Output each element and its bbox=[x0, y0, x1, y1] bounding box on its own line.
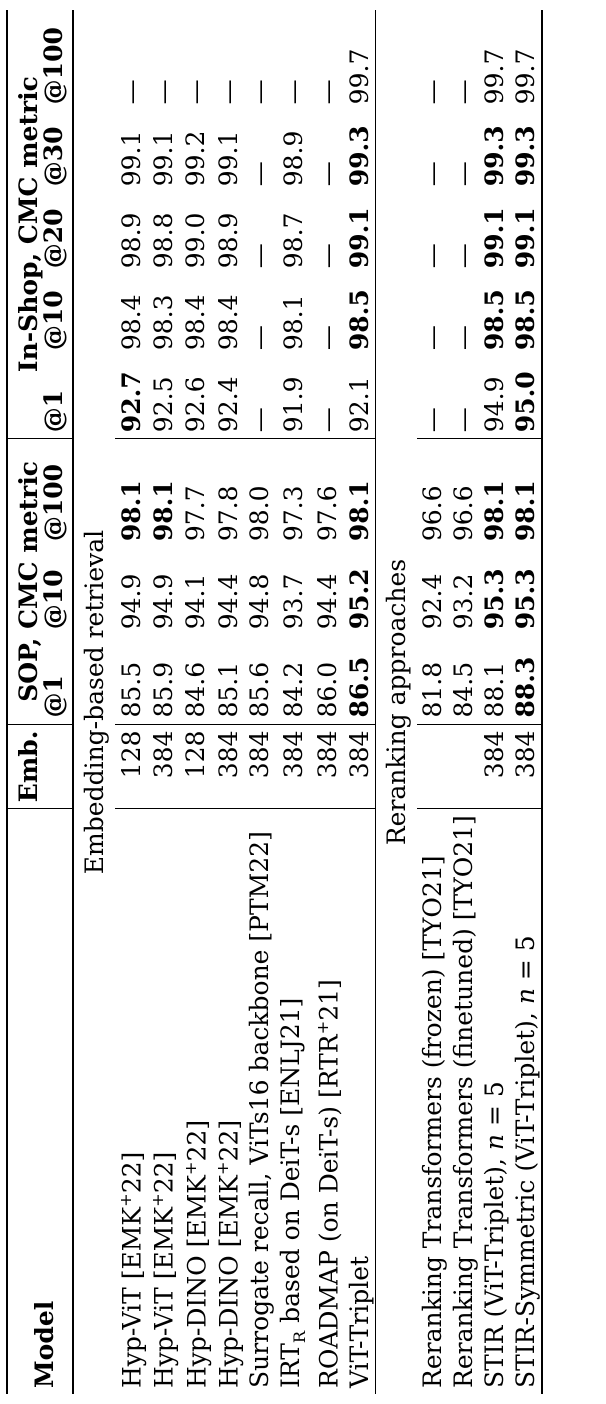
table-row bbox=[147, 10, 179, 1394]
cell-sop: 84.6 bbox=[181, 661, 211, 718]
cell-sop: 84.2 bbox=[278, 661, 308, 718]
cell-inshop: 98.5 bbox=[479, 289, 509, 351]
cell-inshop: 99.1 bbox=[510, 207, 540, 269]
results-table bbox=[6, 10, 543, 1394]
cell-inshop: — bbox=[417, 325, 447, 351]
cell-inshop: 99.3 bbox=[344, 125, 374, 187]
table-row bbox=[312, 10, 344, 1394]
cell-emb: 128 bbox=[115, 724, 147, 809]
cell-inshop: — bbox=[148, 79, 178, 105]
section-title: Reranking approaches bbox=[381, 558, 411, 846]
cell-inshop: 98.7 bbox=[278, 212, 308, 269]
header-sop-col: @10 bbox=[39, 569, 68, 630]
cell-emb: 384 bbox=[312, 724, 344, 809]
cell-inshop: 92.5 bbox=[148, 376, 178, 433]
cell-inshop: — bbox=[417, 407, 447, 433]
cell-sop: 88.3 bbox=[510, 656, 540, 718]
cell-model: Hyp-ViT [EMK+22] bbox=[115, 809, 147, 1394]
cell-model: Reranking Transformers (frozen) [TYO21] bbox=[417, 809, 448, 1394]
cell-sop: 94.4 bbox=[213, 573, 243, 630]
cell-inshop: — bbox=[313, 161, 343, 187]
cell-inshop: — bbox=[448, 243, 478, 269]
cell-inshop: — bbox=[313, 243, 343, 269]
cell-inshop: 99.7 bbox=[344, 48, 374, 105]
header-sop-group: SOP, CMC metric bbox=[7, 439, 41, 724]
cell-inshop: 99.7 bbox=[479, 48, 509, 105]
cell-sop: 94.8 bbox=[245, 573, 275, 630]
cell-model: Reranking Transformers (finetuned) [TYO21] bbox=[448, 809, 479, 1394]
cell-model: STIR-Symmetric (ViT-Triplet), n = 5 bbox=[510, 809, 542, 1394]
cell-sop: 86.0 bbox=[313, 661, 343, 718]
cell-inshop: 92.7 bbox=[116, 371, 146, 433]
cell-sop: 81.8 bbox=[417, 661, 447, 718]
section-title: Embedding-based retrieval bbox=[80, 529, 109, 875]
cell-inshop: 99.7 bbox=[510, 48, 540, 105]
header-inshop-col: @10 bbox=[39, 290, 68, 351]
section-header-row bbox=[375, 10, 417, 1394]
cell-model: Hyp-DINO [EMK+22] bbox=[212, 809, 244, 1394]
cell-emb: 128 bbox=[180, 724, 212, 809]
cell-inshop: 99.3 bbox=[510, 125, 540, 187]
cell-inshop: — bbox=[245, 407, 275, 433]
cell-sop: 97.8 bbox=[212, 439, 244, 547]
cell-inshop: — bbox=[448, 407, 478, 433]
cell-sop: 94.4 bbox=[313, 573, 343, 630]
table-row bbox=[275, 10, 311, 1394]
header-model: Model bbox=[7, 809, 73, 1394]
cell-sop: 86.5 bbox=[344, 656, 374, 718]
table-row bbox=[244, 10, 275, 1394]
cell-sop: 98.1 bbox=[344, 439, 376, 547]
cell-sop: 88.1 bbox=[479, 661, 509, 718]
cell-inshop: 94.9 bbox=[479, 376, 509, 433]
cell-model: Hyp-ViT [EMK+22] bbox=[147, 809, 179, 1394]
cell-sop: 95.2 bbox=[344, 568, 374, 630]
cell-inshop: — bbox=[181, 79, 211, 105]
cell-sop: 96.6 bbox=[417, 439, 448, 547]
cell-model: STIR (ViT-Triplet), n = 5 bbox=[479, 809, 510, 1394]
header-inshop-col: @100 bbox=[39, 27, 68, 105]
cell-sop: 94.9 bbox=[116, 573, 146, 630]
cell-inshop: — bbox=[417, 243, 447, 269]
cell-inshop: 98.5 bbox=[510, 289, 540, 351]
header-emb: Emb. bbox=[7, 724, 41, 809]
cell-inshop: 99.1 bbox=[148, 130, 178, 187]
cell-sop: 94.9 bbox=[148, 573, 178, 630]
cell-inshop: 98.9 bbox=[213, 212, 243, 269]
header-emb-blank bbox=[41, 724, 73, 809]
cell-sop: 98.1 bbox=[115, 439, 147, 547]
cell-inshop: — bbox=[417, 161, 447, 187]
cell-sop: 96.6 bbox=[448, 439, 479, 547]
cell-sop: 95.3 bbox=[479, 568, 509, 630]
section-header-row bbox=[73, 10, 115, 1394]
cell-inshop: 92.6 bbox=[181, 376, 211, 433]
cell-model: Surrogate recall, ViTs16 backbone [PTM22] bbox=[244, 809, 275, 1394]
cell-sop: 85.6 bbox=[245, 661, 275, 718]
cell-inshop: 99.1 bbox=[479, 207, 509, 269]
cell-inshop: 98.9 bbox=[278, 130, 308, 187]
header-sop-col: @100 bbox=[41, 439, 73, 547]
cell-inshop: 98.9 bbox=[116, 212, 146, 269]
cell-inshop: — bbox=[245, 243, 275, 269]
cell-inshop: — bbox=[245, 325, 275, 351]
cell-sop: 92.4 bbox=[417, 573, 447, 630]
cell-emb: 384 bbox=[510, 724, 542, 809]
cell-emb: 384 bbox=[244, 724, 275, 809]
cell-inshop: 99.2 bbox=[181, 130, 211, 187]
cell-sop: 93.2 bbox=[448, 573, 478, 630]
table-row bbox=[417, 10, 448, 1394]
cell-inshop: — bbox=[417, 79, 447, 105]
cell-emb: 384 bbox=[147, 724, 179, 809]
cell-emb: 384 bbox=[212, 724, 244, 809]
header-inshop-col: @1 bbox=[39, 389, 68, 433]
cell-model: ROADMAP (on DeiT-s) [RTR+21] bbox=[312, 809, 344, 1394]
table-row bbox=[344, 10, 376, 1394]
cell-emb bbox=[448, 724, 479, 809]
table-row bbox=[212, 10, 244, 1394]
header-inshop-col: @20 bbox=[39, 208, 68, 269]
table-row bbox=[448, 10, 479, 1394]
cell-inshop: — bbox=[313, 79, 343, 105]
cell-inshop: 99.1 bbox=[213, 130, 243, 187]
cell-inshop: — bbox=[448, 79, 478, 105]
cell-sop: 85.5 bbox=[116, 661, 146, 718]
cell-sop: 98.0 bbox=[244, 439, 275, 547]
cell-inshop: 98.4 bbox=[213, 294, 243, 351]
cell-sop: 98.1 bbox=[147, 439, 179, 547]
cell-sop: 97.7 bbox=[180, 439, 212, 547]
cell-inshop: 99.0 bbox=[181, 212, 211, 269]
cell-sop: 95.3 bbox=[510, 568, 540, 630]
cell-inshop: — bbox=[213, 79, 243, 105]
cell-sop: 98.1 bbox=[510, 439, 542, 547]
cell-sop: 94.1 bbox=[181, 573, 211, 630]
table-row bbox=[479, 10, 510, 1394]
cell-sop: 97.6 bbox=[312, 439, 344, 547]
cell-inshop: 95.0 bbox=[510, 371, 540, 433]
table-row bbox=[510, 10, 542, 1394]
cell-model: Hyp-DINO [EMK+22] bbox=[180, 809, 212, 1394]
cell-inshop: — bbox=[448, 325, 478, 351]
cell-inshop: 91.9 bbox=[278, 376, 308, 433]
cell-emb: 384 bbox=[479, 724, 510, 809]
cell-sop: 85.9 bbox=[148, 661, 178, 718]
cell-sop: 98.1 bbox=[479, 439, 510, 547]
cell-inshop: 99.1 bbox=[344, 207, 374, 269]
cell-inshop: — bbox=[313, 407, 343, 433]
cell-inshop: 98.1 bbox=[278, 294, 308, 351]
cell-inshop: 98.4 bbox=[116, 294, 146, 351]
cell-inshop: — bbox=[116, 79, 146, 105]
cell-inshop: — bbox=[245, 161, 275, 187]
cell-inshop: — bbox=[313, 325, 343, 351]
cell-model: ViT-Triplet bbox=[344, 809, 376, 1394]
cell-inshop: 99.3 bbox=[479, 125, 509, 187]
cell-sop: 93.7 bbox=[278, 573, 308, 630]
cell-inshop: — bbox=[245, 79, 275, 105]
cell-inshop: 92.1 bbox=[344, 376, 374, 433]
cell-inshop: — bbox=[448, 161, 478, 187]
cell-emb: 384 bbox=[344, 724, 376, 809]
cell-inshop: 98.8 bbox=[148, 212, 178, 269]
table-row bbox=[180, 10, 212, 1394]
cell-inshop: 98.5 bbox=[344, 289, 374, 351]
cell-model: $IRT_R$ based on DeiT-s [ENLJ21] bbox=[275, 809, 311, 1394]
cell-sop: 97.3 bbox=[275, 439, 311, 547]
cell-inshop: 99.1 bbox=[116, 130, 146, 187]
cell-inshop: 92.4 bbox=[213, 376, 243, 433]
cell-sop: 85.1 bbox=[213, 661, 243, 718]
cell-inshop: 98.4 bbox=[181, 294, 211, 351]
cell-inshop: 98.3 bbox=[148, 294, 178, 351]
header-sop-col: @1 bbox=[39, 675, 68, 718]
table-row bbox=[115, 10, 147, 1394]
header-inshop-group: In-Shop, CMC metric bbox=[14, 76, 43, 373]
cell-emb: 384 bbox=[275, 724, 311, 809]
cell-inshop: — bbox=[278, 79, 308, 105]
cell-emb bbox=[417, 724, 448, 809]
header-inshop-col: @30 bbox=[39, 126, 68, 187]
cell-sop: 84.5 bbox=[448, 661, 478, 718]
